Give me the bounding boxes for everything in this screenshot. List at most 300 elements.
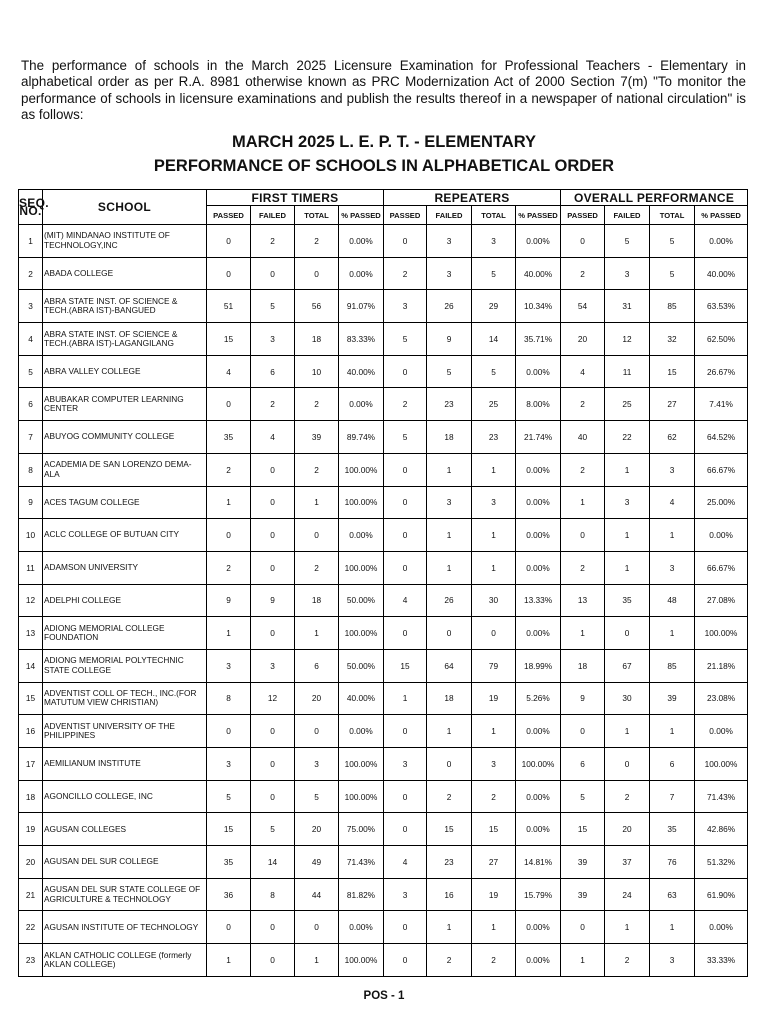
ft-passed-cell: 3 <box>207 649 251 682</box>
ov-failed-cell: 1 <box>605 519 650 552</box>
ov-percent-cell: 66.67% <box>695 453 748 486</box>
ft-passed-cell: 4 <box>207 355 251 388</box>
school-name-cell: ADIONG MEMORIAL COLLEGE FOUNDATION <box>43 617 207 650</box>
ov-passed-cell: 54 <box>561 290 605 323</box>
school-header: SCHOOL <box>43 190 207 225</box>
ov-failed-cell: 2 <box>605 944 650 977</box>
table-row <box>19 519 748 552</box>
rp-passed-cell: 0 <box>384 486 427 519</box>
school-name-cell: ABADA COLLEGE <box>43 257 207 290</box>
page-footer: POS - 1 <box>363 990 405 1002</box>
rp-total-cell: 25 <box>472 388 516 421</box>
ov-percent-cell: 40.00% <box>695 257 748 290</box>
ft-passed-cell: 15 <box>207 323 251 356</box>
ft-percent-cell: 91.07% <box>339 290 384 323</box>
ft-passed-cell: 51 <box>207 290 251 323</box>
ov-failed-cell: 1 <box>605 453 650 486</box>
rp-percent-cell: 0.00% <box>516 355 561 388</box>
ft-total-cell: 5 <box>295 780 339 813</box>
rp-passed-cell: 3 <box>384 748 427 781</box>
rp-total-cell: 1 <box>472 551 516 584</box>
ft-percent-cell: 100.00% <box>339 944 384 977</box>
ft-failed-cell: 3 <box>251 649 295 682</box>
ft-percent-cell: 75.00% <box>339 813 384 846</box>
school-performance-table <box>18 189 748 977</box>
ft-passed-cell: 9 <box>207 584 251 617</box>
rp-percent-cell: 21.74% <box>516 421 561 454</box>
rp-passed-cell: 5 <box>384 323 427 356</box>
ov-passed-cell: 1 <box>561 486 605 519</box>
ft-total-cell: 20 <box>295 682 339 715</box>
ft-percent-cell: 50.00% <box>339 584 384 617</box>
ov-total-cell: 7 <box>650 780 695 813</box>
rp-passed-cell: 0 <box>384 453 427 486</box>
ft-percent-cell: 89.74% <box>339 421 384 454</box>
ft-failed-cell: 0 <box>251 617 295 650</box>
ft-percent-cell: 0.00% <box>339 911 384 944</box>
table-row <box>19 780 748 813</box>
ft-failed-cell: 0 <box>251 715 295 748</box>
ft-passed-cell: 0 <box>207 257 251 290</box>
seq-cell: 7 <box>19 421 43 454</box>
rp-passed-cell: 0 <box>384 780 427 813</box>
ft-percent-cell: 83.33% <box>339 323 384 356</box>
ov-passed-cell: 1 <box>561 944 605 977</box>
school-name-cell: ABUBAKAR COMPUTER LEARNING CENTER <box>43 388 207 421</box>
first-timers-total-header: TOTAL <box>295 206 339 225</box>
rp-total-cell: 27 <box>472 846 516 879</box>
ft-percent-cell: 100.00% <box>339 617 384 650</box>
rp-total-cell: 0 <box>472 617 516 650</box>
table-row <box>19 944 748 977</box>
ft-passed-cell: 2 <box>207 453 251 486</box>
rp-failed-cell: 5 <box>427 355 472 388</box>
table-row <box>19 323 748 356</box>
ov-total-cell: 3 <box>650 551 695 584</box>
ft-total-cell: 1 <box>295 617 339 650</box>
ov-percent-cell: 0.00% <box>695 225 748 258</box>
school-name-cell: AGUSAN INSTITUTE OF TECHNOLOGY <box>43 911 207 944</box>
school-name-cell: ADELPHI COLLEGE <box>43 584 207 617</box>
ov-failed-cell: 2 <box>605 780 650 813</box>
ft-passed-cell: 0 <box>207 715 251 748</box>
rp-total-cell: 5 <box>472 257 516 290</box>
rp-total-cell: 30 <box>472 584 516 617</box>
ft-failed-cell: 0 <box>251 911 295 944</box>
ov-percent-cell: 62.50% <box>695 323 748 356</box>
rp-passed-cell: 0 <box>384 617 427 650</box>
ft-passed-cell: 0 <box>207 225 251 258</box>
seq-cell: 9 <box>19 486 43 519</box>
school-name-cell: AGUSAN COLLEGES <box>43 813 207 846</box>
table-row <box>19 290 748 323</box>
rp-percent-cell: 0.00% <box>516 486 561 519</box>
school-name-cell: AEMILIANUM INSTITUTE <box>43 748 207 781</box>
ft-passed-cell: 5 <box>207 780 251 813</box>
table-body <box>19 225 748 977</box>
ft-percent-cell: 100.00% <box>339 551 384 584</box>
table-header-group-row <box>19 190 748 206</box>
school-name-cell: ABRA STATE INST. OF SCIENCE & TECH.(ABRA IST)-LAGANGILANG <box>43 323 207 356</box>
ft-total-cell: 18 <box>295 584 339 617</box>
rp-percent-cell: 0.00% <box>516 813 561 846</box>
table-row <box>19 486 748 519</box>
ov-total-cell: 1 <box>650 519 695 552</box>
ov-total-cell: 76 <box>650 846 695 879</box>
ov-total-cell: 63 <box>650 878 695 911</box>
seq-cell: 14 <box>19 649 43 682</box>
ov-total-cell: 6 <box>650 748 695 781</box>
ft-percent-cell: 40.00% <box>339 355 384 388</box>
ov-percent-cell: 26.67% <box>695 355 748 388</box>
rp-total-cell: 79 <box>472 649 516 682</box>
rp-failed-cell: 18 <box>427 682 472 715</box>
school-name-cell: ABRA STATE INST. OF SCIENCE & TECH.(ABRA IST)-BANGUED <box>43 290 207 323</box>
rp-percent-cell: 8.00% <box>516 388 561 421</box>
ft-total-cell: 0 <box>295 911 339 944</box>
ft-failed-cell: 5 <box>251 813 295 846</box>
school-name-cell: ADVENTIST UNIVERSITY OF THE PHILIPPINES <box>43 715 207 748</box>
rp-passed-cell: 4 <box>384 846 427 879</box>
rp-failed-cell: 2 <box>427 944 472 977</box>
ft-total-cell: 0 <box>295 257 339 290</box>
ft-passed-cell: 1 <box>207 617 251 650</box>
ov-percent-cell: 25.00% <box>695 486 748 519</box>
ov-failed-cell: 0 <box>605 748 650 781</box>
rp-failed-cell: 0 <box>427 617 472 650</box>
rp-failed-cell: 15 <box>427 813 472 846</box>
ov-percent-cell: 23.08% <box>695 682 748 715</box>
rp-failed-cell: 23 <box>427 388 472 421</box>
ov-percent-cell: 64.52% <box>695 421 748 454</box>
ov-failed-cell: 35 <box>605 584 650 617</box>
document-title: MARCH 2025 L. E. P. T. - ELEMENTARY <box>231 133 537 151</box>
ov-failed-cell: 1 <box>605 715 650 748</box>
rp-passed-cell: 2 <box>384 388 427 421</box>
rp-passed-cell: 1 <box>384 682 427 715</box>
ov-passed-cell: 5 <box>561 780 605 813</box>
rp-percent-cell: 0.00% <box>516 225 561 258</box>
rp-passed-cell: 3 <box>384 290 427 323</box>
ft-passed-cell: 15 <box>207 813 251 846</box>
ft-passed-cell: 35 <box>207 421 251 454</box>
ft-total-cell: 1 <box>295 944 339 977</box>
ft-total-cell: 2 <box>295 551 339 584</box>
ft-total-cell: 2 <box>295 388 339 421</box>
ft-passed-cell: 0 <box>207 911 251 944</box>
seq-cell: 2 <box>19 257 43 290</box>
ov-passed-cell: 18 <box>561 649 605 682</box>
ov-passed-cell: 2 <box>561 551 605 584</box>
ov-percent-cell: 51.32% <box>695 846 748 879</box>
rp-total-cell: 14 <box>472 323 516 356</box>
table-row <box>19 715 748 748</box>
ov-passed-cell: 6 <box>561 748 605 781</box>
rp-total-cell: 19 <box>472 878 516 911</box>
ft-percent-cell: 0.00% <box>339 715 384 748</box>
ov-total-cell: 39 <box>650 682 695 715</box>
rp-percent-cell: 10.34% <box>516 290 561 323</box>
seq-no-header: SEQ. NO. <box>19 190 43 225</box>
rp-passed-cell: 0 <box>384 715 427 748</box>
ov-percent-cell: 7.41% <box>695 388 748 421</box>
rp-failed-cell: 1 <box>427 551 472 584</box>
ov-passed-cell: 2 <box>561 388 605 421</box>
ov-total-cell: 32 <box>650 323 695 356</box>
rp-total-cell: 3 <box>472 748 516 781</box>
school-name-cell: (MIT) MINDANAO INSTITUTE OF TECHNOLOGY,INC <box>43 225 207 258</box>
rp-total-cell: 1 <box>472 911 516 944</box>
ft-passed-cell: 3 <box>207 748 251 781</box>
ov-failed-cell: 30 <box>605 682 650 715</box>
ov-failed-cell: 12 <box>605 323 650 356</box>
rp-failed-cell: 9 <box>427 323 472 356</box>
ft-failed-cell: 6 <box>251 355 295 388</box>
rp-percent-cell: 0.00% <box>516 780 561 813</box>
ov-percent-cell: 100.00% <box>695 617 748 650</box>
seq-cell: 18 <box>19 780 43 813</box>
table-row <box>19 453 748 486</box>
ft-total-cell: 10 <box>295 355 339 388</box>
ft-failed-cell: 0 <box>251 486 295 519</box>
ov-passed-cell: 0 <box>561 715 605 748</box>
rp-passed-cell: 0 <box>384 911 427 944</box>
table-row <box>19 846 748 879</box>
ft-passed-cell: 0 <box>207 519 251 552</box>
rp-percent-cell: 40.00% <box>516 257 561 290</box>
ov-passed-cell: 0 <box>561 225 605 258</box>
ov-passed-cell: 9 <box>561 682 605 715</box>
rp-total-cell: 3 <box>472 225 516 258</box>
ov-failed-cell: 25 <box>605 388 650 421</box>
rp-failed-cell: 2 <box>427 780 472 813</box>
rp-failed-cell: 1 <box>427 911 472 944</box>
ft-passed-cell: 2 <box>207 551 251 584</box>
ov-passed-cell: 39 <box>561 878 605 911</box>
ov-failed-cell: 31 <box>605 290 650 323</box>
ft-failed-cell: 5 <box>251 290 295 323</box>
document-subtitle: PERFORMANCE OF SCHOOLS IN ALPHABETICAL ORDER <box>153 157 615 175</box>
ov-passed-cell: 2 <box>561 257 605 290</box>
ft-passed-cell: 1 <box>207 944 251 977</box>
ft-failed-cell: 4 <box>251 421 295 454</box>
rp-percent-cell: 0.00% <box>516 911 561 944</box>
seq-cell: 17 <box>19 748 43 781</box>
repeaters-failed-header: FAILED <box>427 206 472 225</box>
ov-percent-cell: 42.86% <box>695 813 748 846</box>
seq-cell: 11 <box>19 551 43 584</box>
seq-cell: 23 <box>19 944 43 977</box>
ov-passed-cell: 20 <box>561 323 605 356</box>
ov-passed-cell: 40 <box>561 421 605 454</box>
ov-percent-cell: 66.67% <box>695 551 748 584</box>
ov-passed-cell: 2 <box>561 453 605 486</box>
rp-total-cell: 2 <box>472 780 516 813</box>
table-row <box>19 911 748 944</box>
table-row <box>19 388 748 421</box>
ft-failed-cell: 0 <box>251 257 295 290</box>
ft-total-cell: 0 <box>295 715 339 748</box>
ov-failed-cell: 0 <box>605 617 650 650</box>
ft-failed-cell: 0 <box>251 944 295 977</box>
rp-percent-cell: 18.99% <box>516 649 561 682</box>
table-row <box>19 649 748 682</box>
ov-failed-cell: 37 <box>605 846 650 879</box>
rp-total-cell: 15 <box>472 813 516 846</box>
ft-failed-cell: 0 <box>251 780 295 813</box>
rp-failed-cell: 1 <box>427 715 472 748</box>
seq-cell: 20 <box>19 846 43 879</box>
overall-failed-header: FAILED <box>605 206 650 225</box>
first-timers-failed-header: FAILED <box>251 206 295 225</box>
ft-total-cell: 56 <box>295 290 339 323</box>
seq-cell: 8 <box>19 453 43 486</box>
rp-percent-cell: 35.71% <box>516 323 561 356</box>
ft-percent-cell: 81.82% <box>339 878 384 911</box>
ov-total-cell: 4 <box>650 486 695 519</box>
ov-percent-cell: 21.18% <box>695 649 748 682</box>
ov-failed-cell: 1 <box>605 551 650 584</box>
seq-cell: 12 <box>19 584 43 617</box>
repeaters-passed-header: PASSED <box>384 206 427 225</box>
first-timers-header: FIRST TIMERS <box>207 190 384 206</box>
ft-passed-cell: 8 <box>207 682 251 715</box>
ov-total-cell: 27 <box>650 388 695 421</box>
rp-percent-cell: 100.00% <box>516 748 561 781</box>
rp-failed-cell: 23 <box>427 846 472 879</box>
ov-passed-cell: 15 <box>561 813 605 846</box>
ft-total-cell: 49 <box>295 846 339 879</box>
ov-passed-cell: 0 <box>561 911 605 944</box>
ov-failed-cell: 22 <box>605 421 650 454</box>
rp-failed-cell: 0 <box>427 748 472 781</box>
ft-passed-cell: 0 <box>207 388 251 421</box>
ov-total-cell: 3 <box>650 453 695 486</box>
rp-percent-cell: 0.00% <box>516 453 561 486</box>
rp-total-cell: 23 <box>472 421 516 454</box>
ft-total-cell: 0 <box>295 519 339 552</box>
rp-percent-cell: 15.79% <box>516 878 561 911</box>
seq-cell: 22 <box>19 911 43 944</box>
ov-total-cell: 5 <box>650 225 695 258</box>
rp-passed-cell: 0 <box>384 813 427 846</box>
seq-cell: 6 <box>19 388 43 421</box>
table-row <box>19 617 748 650</box>
school-name-cell: ACLC COLLEGE OF BUTUAN CITY <box>43 519 207 552</box>
ft-percent-cell: 0.00% <box>339 257 384 290</box>
ft-percent-cell: 40.00% <box>339 682 384 715</box>
ft-passed-cell: 35 <box>207 846 251 879</box>
ft-failed-cell: 2 <box>251 225 295 258</box>
rp-passed-cell: 0 <box>384 355 427 388</box>
rp-failed-cell: 26 <box>427 290 472 323</box>
repeaters-total-header: TOTAL <box>472 206 516 225</box>
school-name-cell: AKLAN CATHOLIC COLLEGE (formerly AKLAN COLLEGE) <box>43 944 207 977</box>
rp-passed-cell: 5 <box>384 421 427 454</box>
ft-percent-cell: 0.00% <box>339 388 384 421</box>
ov-percent-cell: 33.33% <box>695 944 748 977</box>
first-timers-percent-header: % PASSED <box>339 206 384 225</box>
rp-percent-cell: 0.00% <box>516 715 561 748</box>
ft-failed-cell: 2 <box>251 388 295 421</box>
school-name-cell: ADAMSON UNIVERSITY <box>43 551 207 584</box>
seq-cell: 5 <box>19 355 43 388</box>
rp-failed-cell: 18 <box>427 421 472 454</box>
ov-failed-cell: 20 <box>605 813 650 846</box>
first-timers-passed-header: PASSED <box>207 206 251 225</box>
school-name-cell: ADIONG MEMORIAL POLYTECHNIC STATE COLLEGE <box>43 649 207 682</box>
ov-percent-cell: 0.00% <box>695 519 748 552</box>
rp-passed-cell: 0 <box>384 551 427 584</box>
rp-failed-cell: 1 <box>427 453 472 486</box>
ft-failed-cell: 0 <box>251 551 295 584</box>
ft-total-cell: 18 <box>295 323 339 356</box>
rp-percent-cell: 0.00% <box>516 551 561 584</box>
school-name-cell: ABRA VALLEY COLLEGE <box>43 355 207 388</box>
ft-total-cell: 2 <box>295 225 339 258</box>
rp-percent-cell: 14.81% <box>516 846 561 879</box>
seq-cell: 1 <box>19 225 43 258</box>
ov-total-cell: 1 <box>650 617 695 650</box>
repeaters-percent-header: % PASSED <box>516 206 561 225</box>
rp-failed-cell: 1 <box>427 519 472 552</box>
ft-percent-cell: 100.00% <box>339 748 384 781</box>
ov-percent-cell: 61.90% <box>695 878 748 911</box>
rp-percent-cell: 0.00% <box>516 617 561 650</box>
ov-failed-cell: 5 <box>605 225 650 258</box>
rp-failed-cell: 3 <box>427 486 472 519</box>
school-name-cell: ACES TAGUM COLLEGE <box>43 486 207 519</box>
ft-percent-cell: 50.00% <box>339 649 384 682</box>
rp-total-cell: 3 <box>472 486 516 519</box>
ov-percent-cell: 0.00% <box>695 911 748 944</box>
rp-passed-cell: 4 <box>384 584 427 617</box>
seq-cell: 4 <box>19 323 43 356</box>
ov-percent-cell: 27.08% <box>695 584 748 617</box>
table-row <box>19 878 748 911</box>
table-row <box>19 551 748 584</box>
ov-passed-cell: 39 <box>561 846 605 879</box>
ft-total-cell: 6 <box>295 649 339 682</box>
overall-total-header: TOTAL <box>650 206 695 225</box>
ft-percent-cell: 100.00% <box>339 780 384 813</box>
overall-passed-header: PASSED <box>561 206 605 225</box>
ft-total-cell: 39 <box>295 421 339 454</box>
rp-total-cell: 2 <box>472 944 516 977</box>
ov-total-cell: 85 <box>650 649 695 682</box>
ov-total-cell: 1 <box>650 911 695 944</box>
rp-total-cell: 1 <box>472 715 516 748</box>
rp-percent-cell: 0.00% <box>516 944 561 977</box>
seq-cell: 16 <box>19 715 43 748</box>
rp-passed-cell: 3 <box>384 878 427 911</box>
ft-total-cell: 20 <box>295 813 339 846</box>
repeaters-header: REPEATERS <box>384 190 561 206</box>
ov-percent-cell: 0.00% <box>695 715 748 748</box>
rp-passed-cell: 15 <box>384 649 427 682</box>
rp-failed-cell: 16 <box>427 878 472 911</box>
ft-passed-cell: 1 <box>207 486 251 519</box>
seq-cell: 19 <box>19 813 43 846</box>
ov-failed-cell: 24 <box>605 878 650 911</box>
intro-paragraph: The performance of schools in the March 2025 Licensure Examination for Professional Teachers - Elementary in alphabetical order as per R.A. 8981 otherwise known as PRC Modernization Act of 2000 Section 7(m) "To monitor the performance of schools in licensure examinations and publish the results thereof in a newspaper of national circulation" is as follows: <box>21 58 746 123</box>
ov-total-cell: 3 <box>650 944 695 977</box>
ov-passed-cell: 13 <box>561 584 605 617</box>
ft-failed-cell: 9 <box>251 584 295 617</box>
rp-total-cell: 19 <box>472 682 516 715</box>
table-row <box>19 748 748 781</box>
ft-total-cell: 3 <box>295 748 339 781</box>
